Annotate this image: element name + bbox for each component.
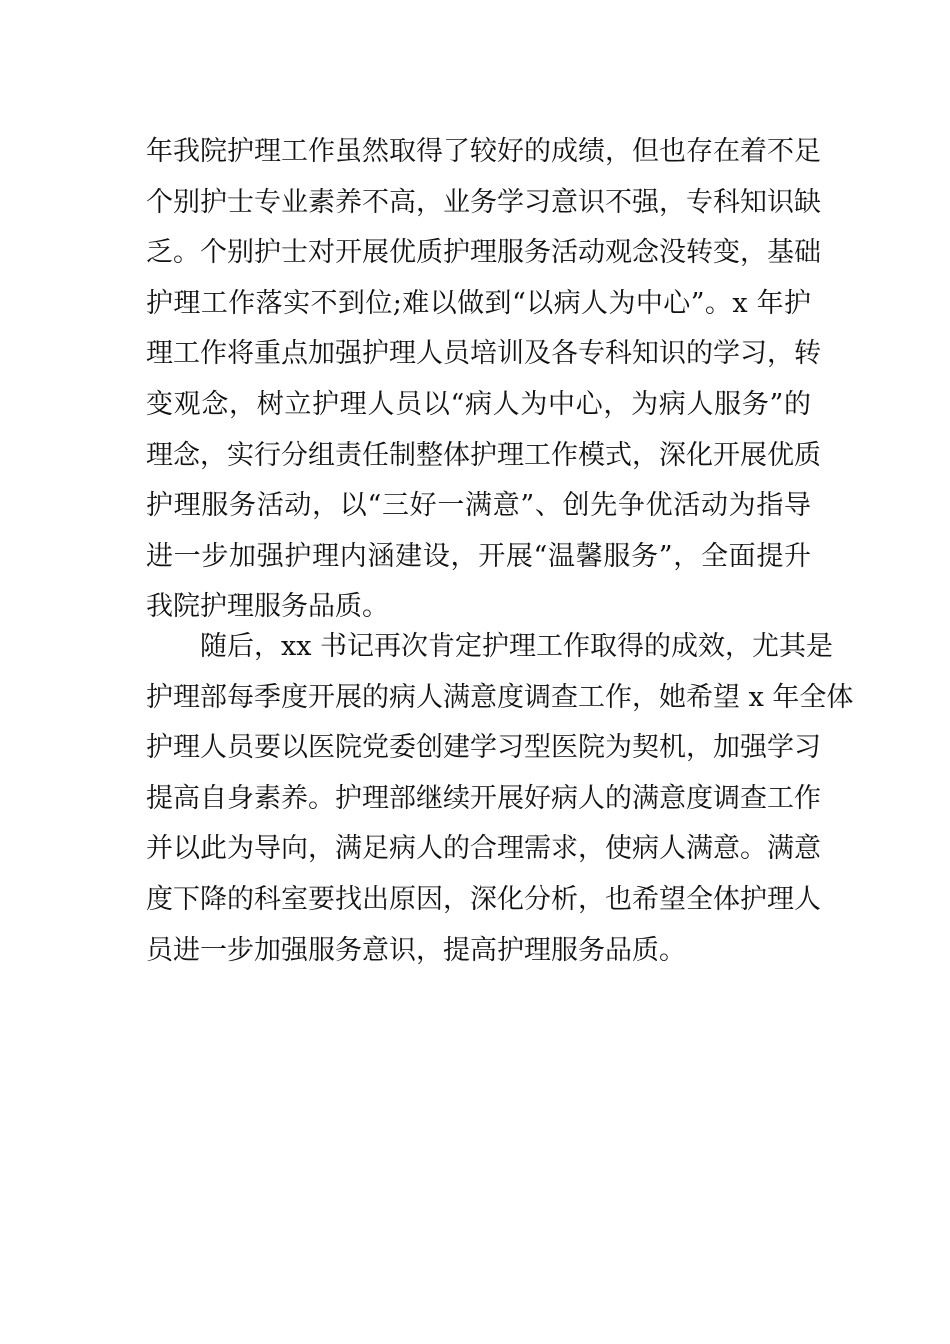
paragraph-line: 员进一步加强服务意识，提高护理服务品质。 — [146, 934, 686, 966]
paragraph-line: 乏。个别护士对开展优质护理服务活动观念没转变，基础 — [146, 237, 821, 269]
paragraph-line: 理念，实行分组责任制整体护理工作模式，深化开展优质 — [146, 439, 821, 471]
paragraph-line: 护理工作落实不到位;难以做到“以病人为中心”。x 年护 — [146, 287, 811, 319]
paragraph-line: 护理部每季度开展的病人满意度调查工作，她希望 x 年全体 — [146, 681, 854, 713]
paragraph-line: 随后，xx 书记再次肯定护理工作取得的成效，尤其是 — [200, 631, 834, 662]
paragraph-line: 个别护士专业素养不高，业务学习意识不强，专科知识缺 — [146, 186, 821, 218]
paragraph-1 — [146, 127, 821, 633]
paragraph-line: 并以此为导向，满足病人的合理需求，使病人满意。满意 — [146, 833, 821, 865]
paragraph-line: 护理人员要以医院党委创建学习型医院为契机，加强学习 — [146, 732, 821, 764]
paragraph-line: 理工作将重点加强护理人员培训及各专科知识的学习，转 — [146, 338, 821, 370]
paragraph-2 — [146, 622, 854, 976]
paragraph-line: 变观念，树立护理人员以“病人为中心，为病人服务”的 — [146, 388, 811, 420]
paragraph-line: 提高自身素养。护理部继续开展好病人的满意度调查工作 — [146, 782, 821, 814]
paragraph-line: 我院护理服务品质。 — [146, 591, 389, 623]
paragraph-line: 年我院护理工作虽然取得了较好的成绩，但也存在着不足 — [146, 136, 821, 167]
paragraph-line: 度下降的科室要找出原因，深化分析，也希望全体护理人 — [146, 883, 821, 915]
paragraph-line: 进一步加强护理内涵建设，开展“温馨服务”，全面提升 — [146, 540, 811, 572]
paragraph-line: 护理服务活动，以“三好一满意”、创先争优活动为指导 — [146, 490, 811, 522]
